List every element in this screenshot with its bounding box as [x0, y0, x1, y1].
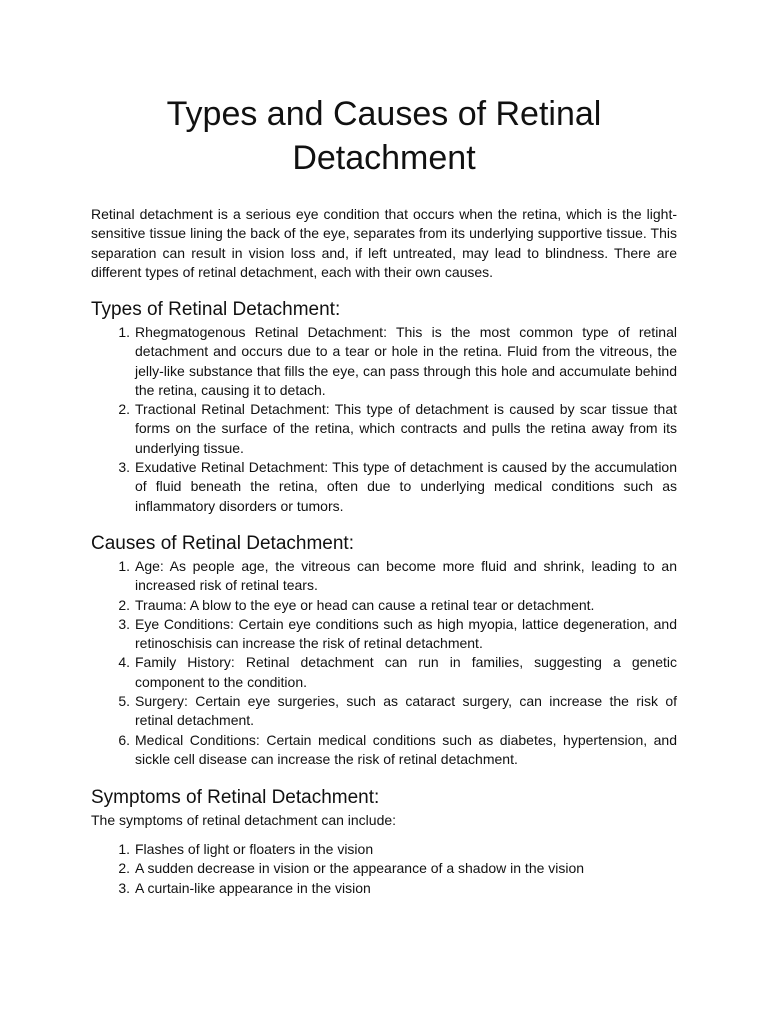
- list-item-text: Exudative Retinal Detachment: This type of detachment is caused by the accumulation of fluid beneath the retina, often due to underlying medical conditions such as inflammatory disorders or tumors.: [135, 459, 677, 514]
- list-item-text: Trauma: A blow to the eye or head can cause a retinal tear or detachment.: [135, 596, 595, 613]
- list-item: [91, 859, 677, 878]
- list-item-text: A curtain-like appearance in the vision: [135, 879, 371, 896]
- list-number: 1.: [118, 841, 130, 857]
- symptoms-heading: Symptoms of Retinal Detachment:: [91, 787, 380, 808]
- list-number: 3.: [118, 879, 130, 896]
- list-number: 5.: [118, 693, 130, 710]
- list-item: [91, 879, 677, 898]
- list-item: [91, 557, 677, 596]
- list-item: [91, 840, 677, 859]
- list-item-text: A sudden decrease in vision or the appearance of a shadow in the vision: [135, 860, 585, 877]
- list-item-text: Tractional Retinal Detachment: This type of detachment is caused by scar tissue that forms on the surface of the retina, which contracts and pulls the retina away from its underlying tissue.: [135, 401, 677, 456]
- types-list: [91, 323, 677, 516]
- list-item-text: Surgery: Certain eye surgeries, such as cataract surgery, can increase the risk of retinal detachment.: [135, 693, 677, 729]
- list-item-text: Age: As people age, the vitreous can become more fluid and shrink, leading to an increased risk of retinal tears.: [135, 558, 677, 594]
- list-item-text: Flashes of light or floaters in the vision: [135, 841, 374, 857]
- page-title: Types and Causes of Retinal Detachment: [166, 95, 602, 177]
- list-item: [91, 653, 677, 692]
- list-item: [91, 323, 677, 400]
- list-number: 2.: [118, 401, 130, 418]
- list-item-text: Family History: Retinal detachment can run in families, suggesting a genetic component to the condition.: [135, 654, 677, 690]
- list-item: [91, 615, 677, 654]
- list-item: [91, 596, 677, 615]
- list-item: [91, 458, 677, 516]
- list-number: 1.: [118, 558, 130, 574]
- list-number: 1.: [118, 324, 130, 340]
- symptoms-intro: The symptoms of retinal detachment can include:: [91, 812, 397, 828]
- intro-paragraph: Retinal detachment is a serious eye condition that occurs when the retina, which is the light-sensitive tissue lining the back of the eye, separates from its underlying supportive tissue. This separation can result in vision loss and, if left untreated, may lead to blindness. There are different types of retinal detachment, each with their own causes.: [91, 206, 677, 280]
- list-number: 4.: [118, 654, 130, 671]
- list-item-text: Medical Conditions: Certain medical conditions such as diabetes, hypertension, and sickle cell disease can increase the risk of retinal detachment.: [135, 731, 677, 767]
- list-number: 2.: [118, 596, 130, 613]
- list-number: 2.: [118, 860, 130, 877]
- types-heading: Types of Retinal Detachment:: [91, 299, 341, 320]
- list-item: [91, 731, 677, 770]
- list-number: 6.: [118, 731, 130, 748]
- list-number: 3.: [118, 459, 130, 476]
- list-item-text: Eye Conditions: Certain eye conditions such as high myopia, lattice degeneration, and retinoschisis can increase the risk of retinal detachment.: [135, 615, 677, 652]
- causes-list: [91, 557, 677, 769]
- list-item: [91, 400, 677, 458]
- symptoms-list: [91, 840, 677, 898]
- list-item: [91, 692, 677, 731]
- list-item-text: Rhegmatogenous Retinal Detachment: This is the most common type of retinal detachment and occurs due to a tear or hole in the retina. Fluid from the vitreous, the jelly-like substance that fills the eye, can pass through this hole and accumulate behind the retina, causing it to detach.: [135, 324, 677, 398]
- list-number: 3.: [118, 615, 130, 632]
- causes-heading: Causes of Retinal Detachment:: [91, 533, 354, 554]
